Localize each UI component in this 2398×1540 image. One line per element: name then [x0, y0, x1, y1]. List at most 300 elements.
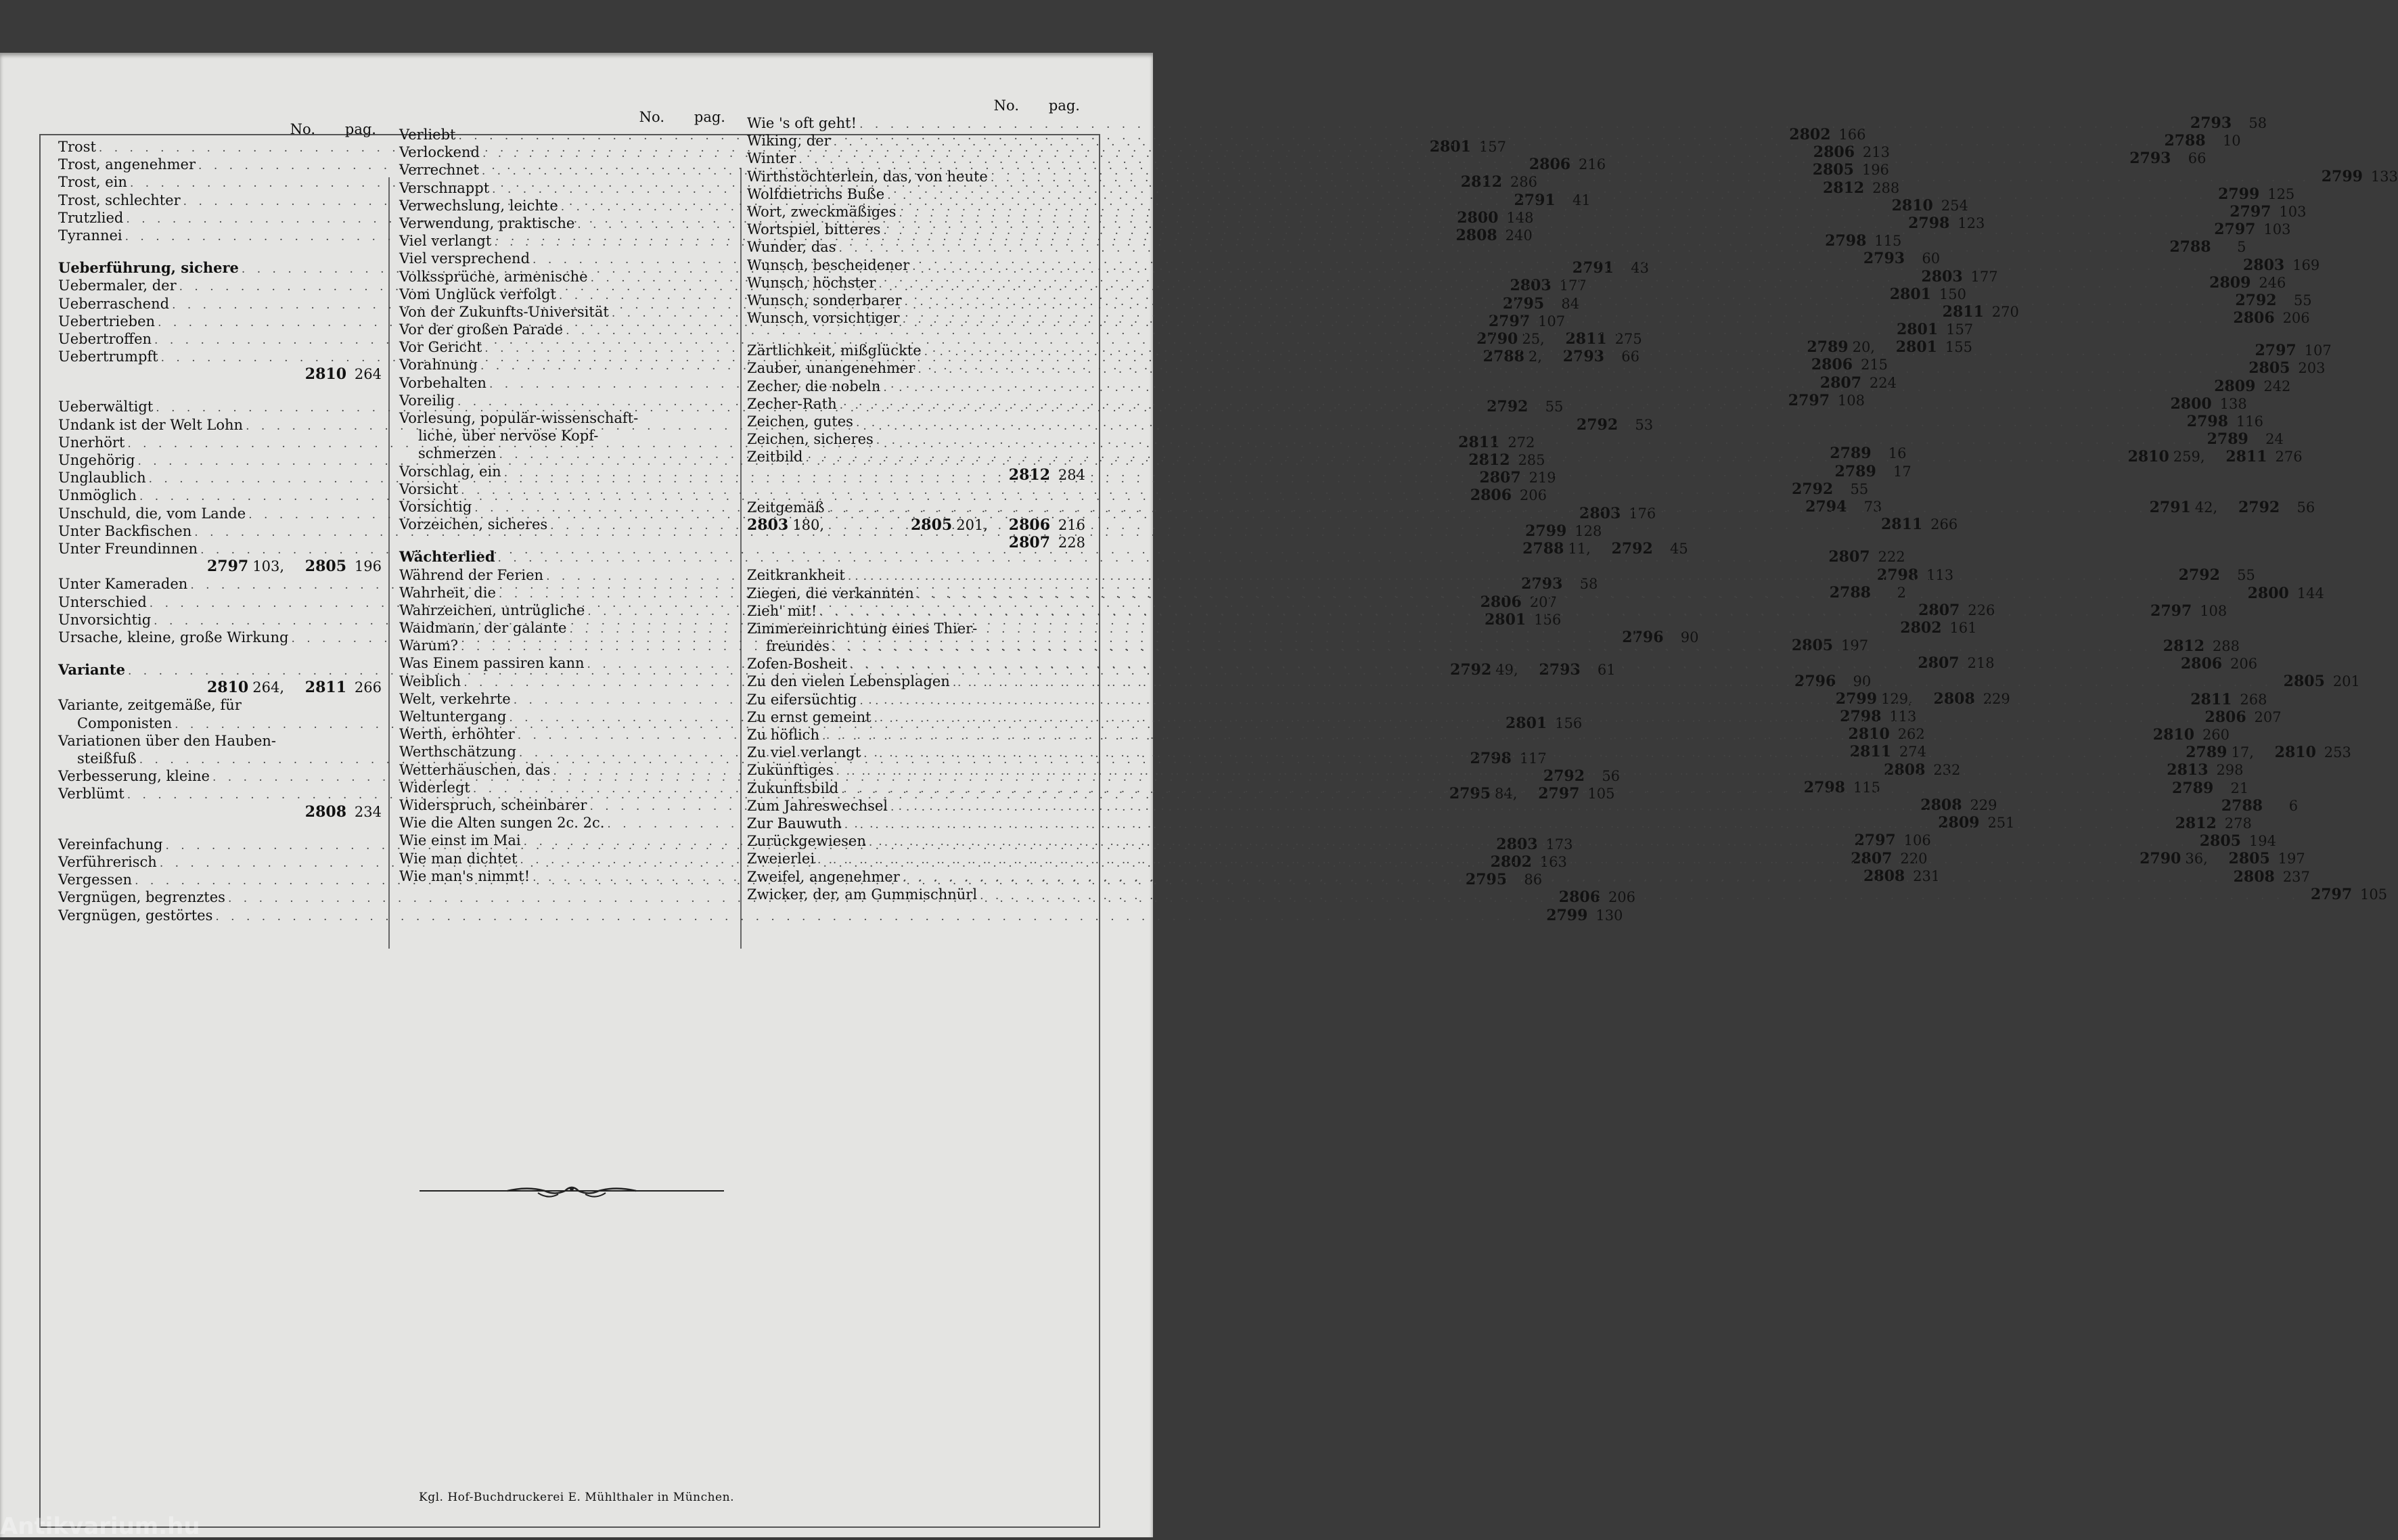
entry-title: Werth, erhöhter	[399, 726, 515, 743]
leader-dots	[547, 517, 1872, 535]
issue-number: 2800	[2170, 394, 2212, 413]
leader-dots	[888, 798, 2213, 816]
issue-number: 2798	[1470, 750, 1512, 767]
issue-number: 2788	[1483, 348, 1524, 366]
entry-title: Ungehörig	[58, 452, 135, 468]
page-number: 55	[2237, 567, 2255, 584]
entry-refs	[1783, 480, 1868, 498]
issue-number: 2788	[2221, 796, 2263, 815]
entry-title: Voreilig	[399, 392, 455, 409]
entry-title: Unschuld, die, vom Lande	[58, 505, 246, 522]
issue-number: 2811	[304, 679, 346, 697]
issue-number: 2797	[1538, 785, 1580, 803]
entry-title: Unmöglich	[58, 487, 137, 504]
page-number: 169	[2292, 256, 2320, 273]
page-number: 49,	[1495, 662, 1518, 679]
leader-dots	[796, 151, 2121, 168]
index-entry-continuation	[58, 803, 382, 821]
entry-refs	[911, 516, 1085, 534]
issue-number: 2803	[2242, 256, 2285, 274]
page-number: 105	[2360, 886, 2388, 903]
page-number: 42,	[2194, 499, 2218, 516]
entry-title: Wunsch, bescheidener	[747, 256, 910, 273]
issue-number: 2808	[1920, 796, 1962, 814]
index-entry-continuation	[747, 534, 1085, 551]
entry-title: Verbesserung, kleine	[58, 768, 210, 785]
page-number: 2	[1897, 584, 1906, 601]
issue-number: 2808	[1884, 761, 1926, 779]
entry-refs	[2150, 499, 2315, 516]
entry-refs	[2198, 430, 2284, 448]
entry-refs	[2227, 292, 2312, 309]
issue-number: 2801	[1429, 138, 1471, 156]
page-number: 216	[1058, 516, 1085, 533]
entry-refs	[2196, 708, 2282, 726]
issue-number: 2797	[2214, 221, 2256, 239]
entry-title: Zur Bauwuth	[747, 815, 842, 832]
leader-dots	[884, 187, 2209, 204]
leader-dots	[815, 851, 2140, 869]
page-number: 156	[1534, 611, 1562, 628]
issue-number: 2801	[1484, 610, 1526, 629]
entry-title: Verlockend	[399, 144, 480, 161]
entry-title: Wolfdietrichs Buße	[747, 185, 885, 202]
page-number: 194	[2248, 833, 2276, 850]
page-number: 206	[2282, 310, 2310, 327]
page-number: 229	[1970, 796, 1997, 813]
page-number: 128	[1575, 522, 1602, 539]
issue-number: 2812	[2175, 814, 2217, 832]
page-number: 86	[1524, 871, 1543, 888]
page-number: 286	[1510, 174, 1537, 191]
entry-title: Zieh' mit!	[747, 602, 817, 619]
entry-title: Undank ist der Welt Lohn	[58, 416, 244, 433]
entry-refs	[1892, 619, 1977, 637]
watermark-text: Antikvarium.hu	[0, 1513, 200, 1540]
leader-dots	[836, 240, 2161, 257]
leader-dots	[825, 497, 2150, 518]
entry-title: Zeitgemäß	[747, 499, 825, 516]
issue-number: 2805	[1812, 161, 1854, 179]
issue-number: 2792	[1576, 415, 1619, 434]
issue-number: 2797	[1488, 312, 1531, 330]
entry-title: Ziegen, die verkannten	[747, 585, 914, 602]
index-entry-title-line: Variationen über den Hauben-	[58, 732, 277, 749]
leader-dots	[872, 710, 2196, 727]
issue-number: 2792	[1487, 398, 1529, 416]
entry-title: Zweifel, angenehmer	[747, 868, 900, 885]
entry-title: Zu viel verlangt	[747, 744, 861, 761]
issue-number: 2795	[1449, 785, 1491, 803]
issue-number: 2793	[1539, 661, 1581, 679]
entry-title: Vor Gericht	[399, 339, 482, 356]
issue-number: 2798	[1825, 232, 1867, 250]
issue-number: 2789	[2186, 744, 2227, 762]
issue-number: 2800	[2247, 584, 2289, 602]
page-number: 284	[1058, 466, 1085, 483]
page-number: 266	[354, 679, 382, 696]
page-number: 228	[1058, 535, 1085, 551]
issue-number: 2810	[207, 679, 249, 697]
entry-title: Vor der großen Parade	[399, 321, 564, 338]
entry-refs	[2170, 566, 2255, 584]
leader-dots	[880, 379, 2205, 397]
entry-title: Weltuntergang	[399, 708, 507, 725]
leader-dots	[857, 116, 2181, 133]
issue-number: 2793	[2190, 114, 2232, 132]
page-number: 56	[1602, 768, 1621, 785]
issue-number: 2792	[2235, 291, 2277, 309]
entry-title: Zum Jahreswechsel	[747, 797, 888, 814]
page-number: 113	[1926, 566, 1954, 583]
issue-number: 2792	[1791, 480, 1834, 498]
entry-refs	[207, 679, 382, 696]
pag-header: pag.	[1048, 97, 1080, 114]
issue-number: 2790	[2140, 850, 2181, 868]
page-number: 163	[1539, 853, 1567, 870]
leader-dots	[857, 689, 2181, 710]
entry-title: Zu den vielen Lebensplagen	[747, 673, 950, 690]
entry-refs	[2181, 114, 2267, 132]
issue-number: 2806	[1008, 516, 1050, 534]
issue-number: 2805	[304, 558, 346, 576]
page-number: 251	[1987, 815, 2015, 832]
leader-dots	[847, 656, 2172, 674]
entry-refs	[2140, 850, 2305, 867]
entry-refs	[2225, 868, 2310, 886]
page-number: 55	[2293, 292, 2312, 309]
entry-title: steißfuß	[77, 750, 137, 767]
issue-number: 2788	[2164, 132, 2206, 150]
issue-number: 2806	[2180, 655, 2223, 673]
issue-number: 2803	[1510, 277, 1552, 295]
entry-title: Trost, schlechter	[58, 191, 181, 208]
entry-refs	[2246, 342, 2332, 359]
page-number: 224	[1869, 374, 1897, 391]
issue-number: 2807	[1479, 469, 1521, 487]
page-number: 5	[2237, 239, 2246, 256]
entry-title: Vorahnung	[399, 357, 478, 373]
page-number: 55	[1850, 480, 1869, 497]
issue-number: 2797	[2310, 885, 2353, 903]
page-number: 197	[1840, 637, 1869, 654]
entry-refs	[2313, 168, 2398, 185]
entry-title: Wie man dichtet	[399, 850, 518, 867]
issue-number: 2809	[2209, 273, 2251, 292]
issue-number: 2808	[1455, 226, 1497, 244]
issue-number: 2807	[1918, 654, 1960, 673]
issue-number: 2808	[1933, 689, 1975, 708]
issue-number: 2798	[1803, 778, 1845, 796]
entry-title: Ueberwältigt	[58, 399, 154, 415]
issue-number: 2811	[1849, 743, 1891, 761]
page-number: 298	[2216, 762, 2244, 779]
entry-title: Warum?	[399, 637, 459, 654]
entry-refs	[2181, 691, 2267, 708]
entry-title: Widerlegt	[399, 779, 470, 796]
entry-refs	[2158, 761, 2244, 779]
issue-number: 2797	[1788, 391, 1830, 409]
entry-title: Uebertrumpft	[58, 348, 158, 365]
page-number: 232	[1933, 761, 1961, 778]
page-number: 177	[1559, 277, 1587, 294]
entry-title: Verrechnet	[399, 162, 479, 179]
index-entry-continuation	[747, 516, 1085, 534]
page-number: 45	[1670, 540, 1688, 557]
entry-refs	[2178, 413, 2263, 430]
issue-number: 2810	[2152, 726, 2195, 744]
page-number: 108	[1837, 392, 1865, 409]
page-number: 138	[2219, 395, 2247, 412]
entry-title: Waidmann, der galante	[399, 620, 567, 637]
entry-title: Verwendung, praktische	[399, 214, 575, 231]
entry-title: Volkssprüche, armenische	[399, 268, 588, 285]
page-number: 177	[1970, 268, 1998, 285]
leader-dots	[922, 343, 2246, 361]
entry-title: Wie 's oft geht!	[747, 115, 857, 131]
entry-title: Wunsch, sonderbarer	[747, 292, 902, 309]
page-number: 6	[2288, 797, 2299, 814]
entry-title: Vereinfachung	[58, 836, 163, 853]
page-number: 206	[1519, 487, 1547, 504]
issue-number: 2796	[1794, 672, 1836, 690]
page-number: 176	[1629, 505, 1656, 522]
issue-number: 2789	[2207, 430, 2248, 449]
entry-title: Componisten	[77, 715, 173, 731]
issue-number: 2789	[1830, 445, 1872, 463]
page-number: 130	[1596, 907, 1623, 924]
issue-number: 2788	[1522, 539, 1564, 558]
page-number: 259,	[2173, 449, 2205, 466]
entry-refs	[1537, 907, 1623, 924]
entry-title: Vergnügen, begrenztes	[58, 889, 225, 906]
entry-refs	[2205, 378, 2290, 395]
page-number: 129,	[1881, 690, 1913, 707]
issue-number: 2806	[2233, 309, 2275, 327]
entry-title: Trost, ein	[58, 174, 127, 191]
entry-title: Ueberführung, sichere	[58, 259, 239, 277]
page-number: 207	[2254, 708, 2282, 725]
entry-refs	[207, 558, 382, 575]
page-number: 144	[2297, 585, 2324, 602]
issue-number: 2812	[1008, 466, 1050, 484]
issue-number: 2807	[1008, 534, 1050, 552]
issue-number: 2797	[2230, 202, 2271, 221]
issue-number: 2796	[1622, 628, 1664, 646]
issue-number: 2811	[2190, 690, 2232, 708]
group-gap	[58, 646, 382, 661]
group-gap	[58, 821, 382, 836]
issue-number: 2789	[2172, 779, 2214, 797]
issue-number: 2800	[1457, 208, 1499, 227]
entry-refs	[2205, 221, 2290, 238]
entry-title: Wie die Alten sungen 2c. 2c.	[399, 815, 605, 832]
entry-title: Zweierlei	[747, 851, 815, 867]
leader-dots	[495, 549, 1820, 567]
page-number: 270	[1991, 303, 2019, 320]
issue-number: 2788	[1829, 583, 1871, 602]
issue-number: 2798	[1840, 708, 1882, 725]
entry-title: Unerhört	[58, 434, 125, 451]
entry-title: Zecher-Rath	[747, 395, 837, 412]
page-number: 103,	[252, 558, 284, 575]
index-entry-continuation	[58, 679, 382, 696]
group-gap	[58, 244, 382, 259]
entry-title: Wahrzeichen, untrügliche	[399, 602, 585, 618]
issue-number: 2807	[1851, 849, 1893, 867]
entry-title: Unterschied	[58, 593, 147, 610]
entry-title: Unter Kameraden	[58, 576, 188, 593]
entry-title: Verblümt	[58, 786, 125, 802]
issue-number: 2812	[1460, 173, 1502, 191]
issue-number: 2788	[2169, 238, 2211, 256]
page-number: 275	[1614, 330, 1642, 347]
page-number: 116	[2236, 413, 2263, 430]
issue-number: 2812	[2163, 637, 2204, 656]
entry-refs	[2163, 779, 2248, 797]
entry-title: Zukunftsbild	[747, 779, 839, 796]
entry-title: Wunsch, höchster	[747, 274, 876, 291]
leader-dots	[830, 639, 2154, 656]
page-number: 206	[1608, 889, 1636, 906]
page-number: 2,	[1528, 348, 1542, 365]
issue-number: 2806	[1480, 593, 1522, 611]
leader-dots	[845, 568, 2170, 585]
page-number: 207	[1529, 593, 1557, 610]
page-number: 234	[354, 803, 382, 820]
issue-number: 2799	[1546, 906, 1588, 924]
issue-number: 2803	[1496, 835, 1538, 853]
index-entry-title-line: Variante, zeitgemäße, für	[58, 697, 242, 714]
page-number: 148	[1506, 209, 1534, 226]
entry-refs	[2167, 815, 2252, 832]
issue-number: 2799	[2321, 167, 2363, 185]
page-number: 226	[1968, 602, 1995, 618]
leader-dots	[900, 311, 2225, 328]
entry-title: Vom Unglück verfolgt	[399, 286, 556, 302]
group-gap	[747, 551, 1085, 566]
page-number: 115	[1874, 233, 1902, 250]
no-header: No.	[993, 97, 1019, 114]
page-number: 53	[1635, 416, 1654, 433]
entry-title: Wächterlied	[399, 548, 495, 566]
page-number: 231	[1913, 867, 1941, 884]
page-number: 213	[1862, 144, 1891, 161]
column-header	[399, 108, 731, 126]
entry-title: Wunder, das	[747, 239, 836, 256]
entry-title: Zeichen, sicheres	[747, 431, 874, 448]
issue-number: 2813	[2167, 761, 2209, 779]
entry-title: Verschnappt	[399, 179, 490, 196]
issue-number: 2794	[1805, 497, 1847, 516]
entry-title: Wunsch, vorsichtiger	[747, 310, 900, 327]
leader-dots	[880, 222, 2205, 240]
index-entry-continuation	[58, 558, 382, 575]
page-number: 73	[1863, 498, 1882, 515]
page-number: 206	[2230, 656, 2258, 673]
page-number: 11,	[1568, 540, 1591, 557]
leader-dots	[458, 482, 1783, 499]
page-number: 274	[1899, 744, 1926, 761]
issue-number: 2795	[1502, 294, 1545, 313]
entry-title: Trutzlied	[58, 209, 124, 226]
group-gap	[58, 383, 382, 398]
page-number: 123	[1958, 214, 1985, 231]
leader-dots	[876, 275, 2200, 293]
issue-number: 2808	[304, 802, 346, 821]
issue-number: 2810	[304, 365, 346, 384]
page-number: 133	[2370, 168, 2398, 185]
page-number: 218	[1967, 655, 1995, 672]
entry-title: schmerzen	[418, 445, 497, 462]
issue-number: 2797	[207, 558, 249, 576]
index-entry-title-line: Zimmereinrichtung eines Thier-	[747, 620, 978, 637]
issue-number: 2810	[2127, 448, 2169, 466]
issue-number: 2791	[2149, 498, 2191, 516]
entry-title: Zecher, die nobeln	[747, 378, 881, 394]
issue-number: 2812	[1468, 451, 1510, 469]
continuation-refs	[747, 516, 836, 534]
entry-title: Trost	[58, 139, 96, 155]
entry-title: Vorsicht	[399, 480, 459, 497]
issue-number: 2801	[1889, 285, 1931, 303]
entry-title: Zwicker, der, am Gummischnürl	[747, 886, 978, 903]
entry-refs	[1820, 548, 1905, 566]
entry-title: Zeitbild	[747, 449, 803, 466]
issue-number: 2799	[2218, 185, 2260, 203]
entry-title: Wie man's nimmt!	[399, 867, 530, 884]
entry-title: Während der Ferien	[399, 566, 544, 583]
page-number: 264	[354, 366, 382, 383]
page-number: 55	[1545, 399, 1564, 415]
index-entry	[58, 906, 1623, 924]
page-number: 24	[2265, 431, 2284, 448]
entry-title: Werthschätzung	[399, 744, 516, 761]
issue-number: 2803	[1921, 267, 1963, 286]
entry-title: Was Einem passiren kann	[399, 655, 585, 672]
page-number: 90	[1853, 673, 1872, 689]
issue-number: 2812	[1822, 179, 1865, 197]
entry-title: Vergessen	[58, 871, 133, 888]
page-number: 166	[1838, 127, 1866, 143]
entry-title: Wie einst im Mai	[399, 832, 521, 849]
page-number: 125	[2267, 185, 2295, 202]
entry-title: Ueberraschend	[58, 295, 170, 312]
entry-title: Wirthstöchterlein, das, von heute	[747, 168, 988, 185]
page-number: 196	[1861, 162, 1889, 179]
page-number: 278	[2224, 815, 2252, 832]
issue-number: 2806	[1811, 356, 1853, 374]
issue-number: 2805	[2199, 832, 2241, 851]
issue-number: 2807	[1828, 548, 1870, 566]
entry-refs	[2186, 744, 2351, 761]
issue-number: 2806	[1529, 156, 1571, 174]
entry-title: Zeichen, gutes	[747, 413, 853, 430]
entry-refs	[2209, 185, 2294, 203]
page-number: 237	[2282, 868, 2310, 885]
page-number: 58	[2248, 115, 2267, 131]
issue-number: 2811	[1565, 330, 1607, 348]
issue-number: 2808	[2233, 867, 2275, 886]
issue-number: 2791	[1514, 191, 1556, 209]
page-number: 90	[1680, 629, 1699, 646]
issue-number: 2811	[1881, 516, 1923, 534]
leader-dots	[212, 908, 1537, 926]
entry-title: Welt, verkehrte	[399, 690, 511, 707]
issue-number: 2793	[1521, 575, 1563, 593]
issue-number: 2793	[1562, 348, 1604, 366]
entry-title: Variante	[58, 661, 125, 679]
